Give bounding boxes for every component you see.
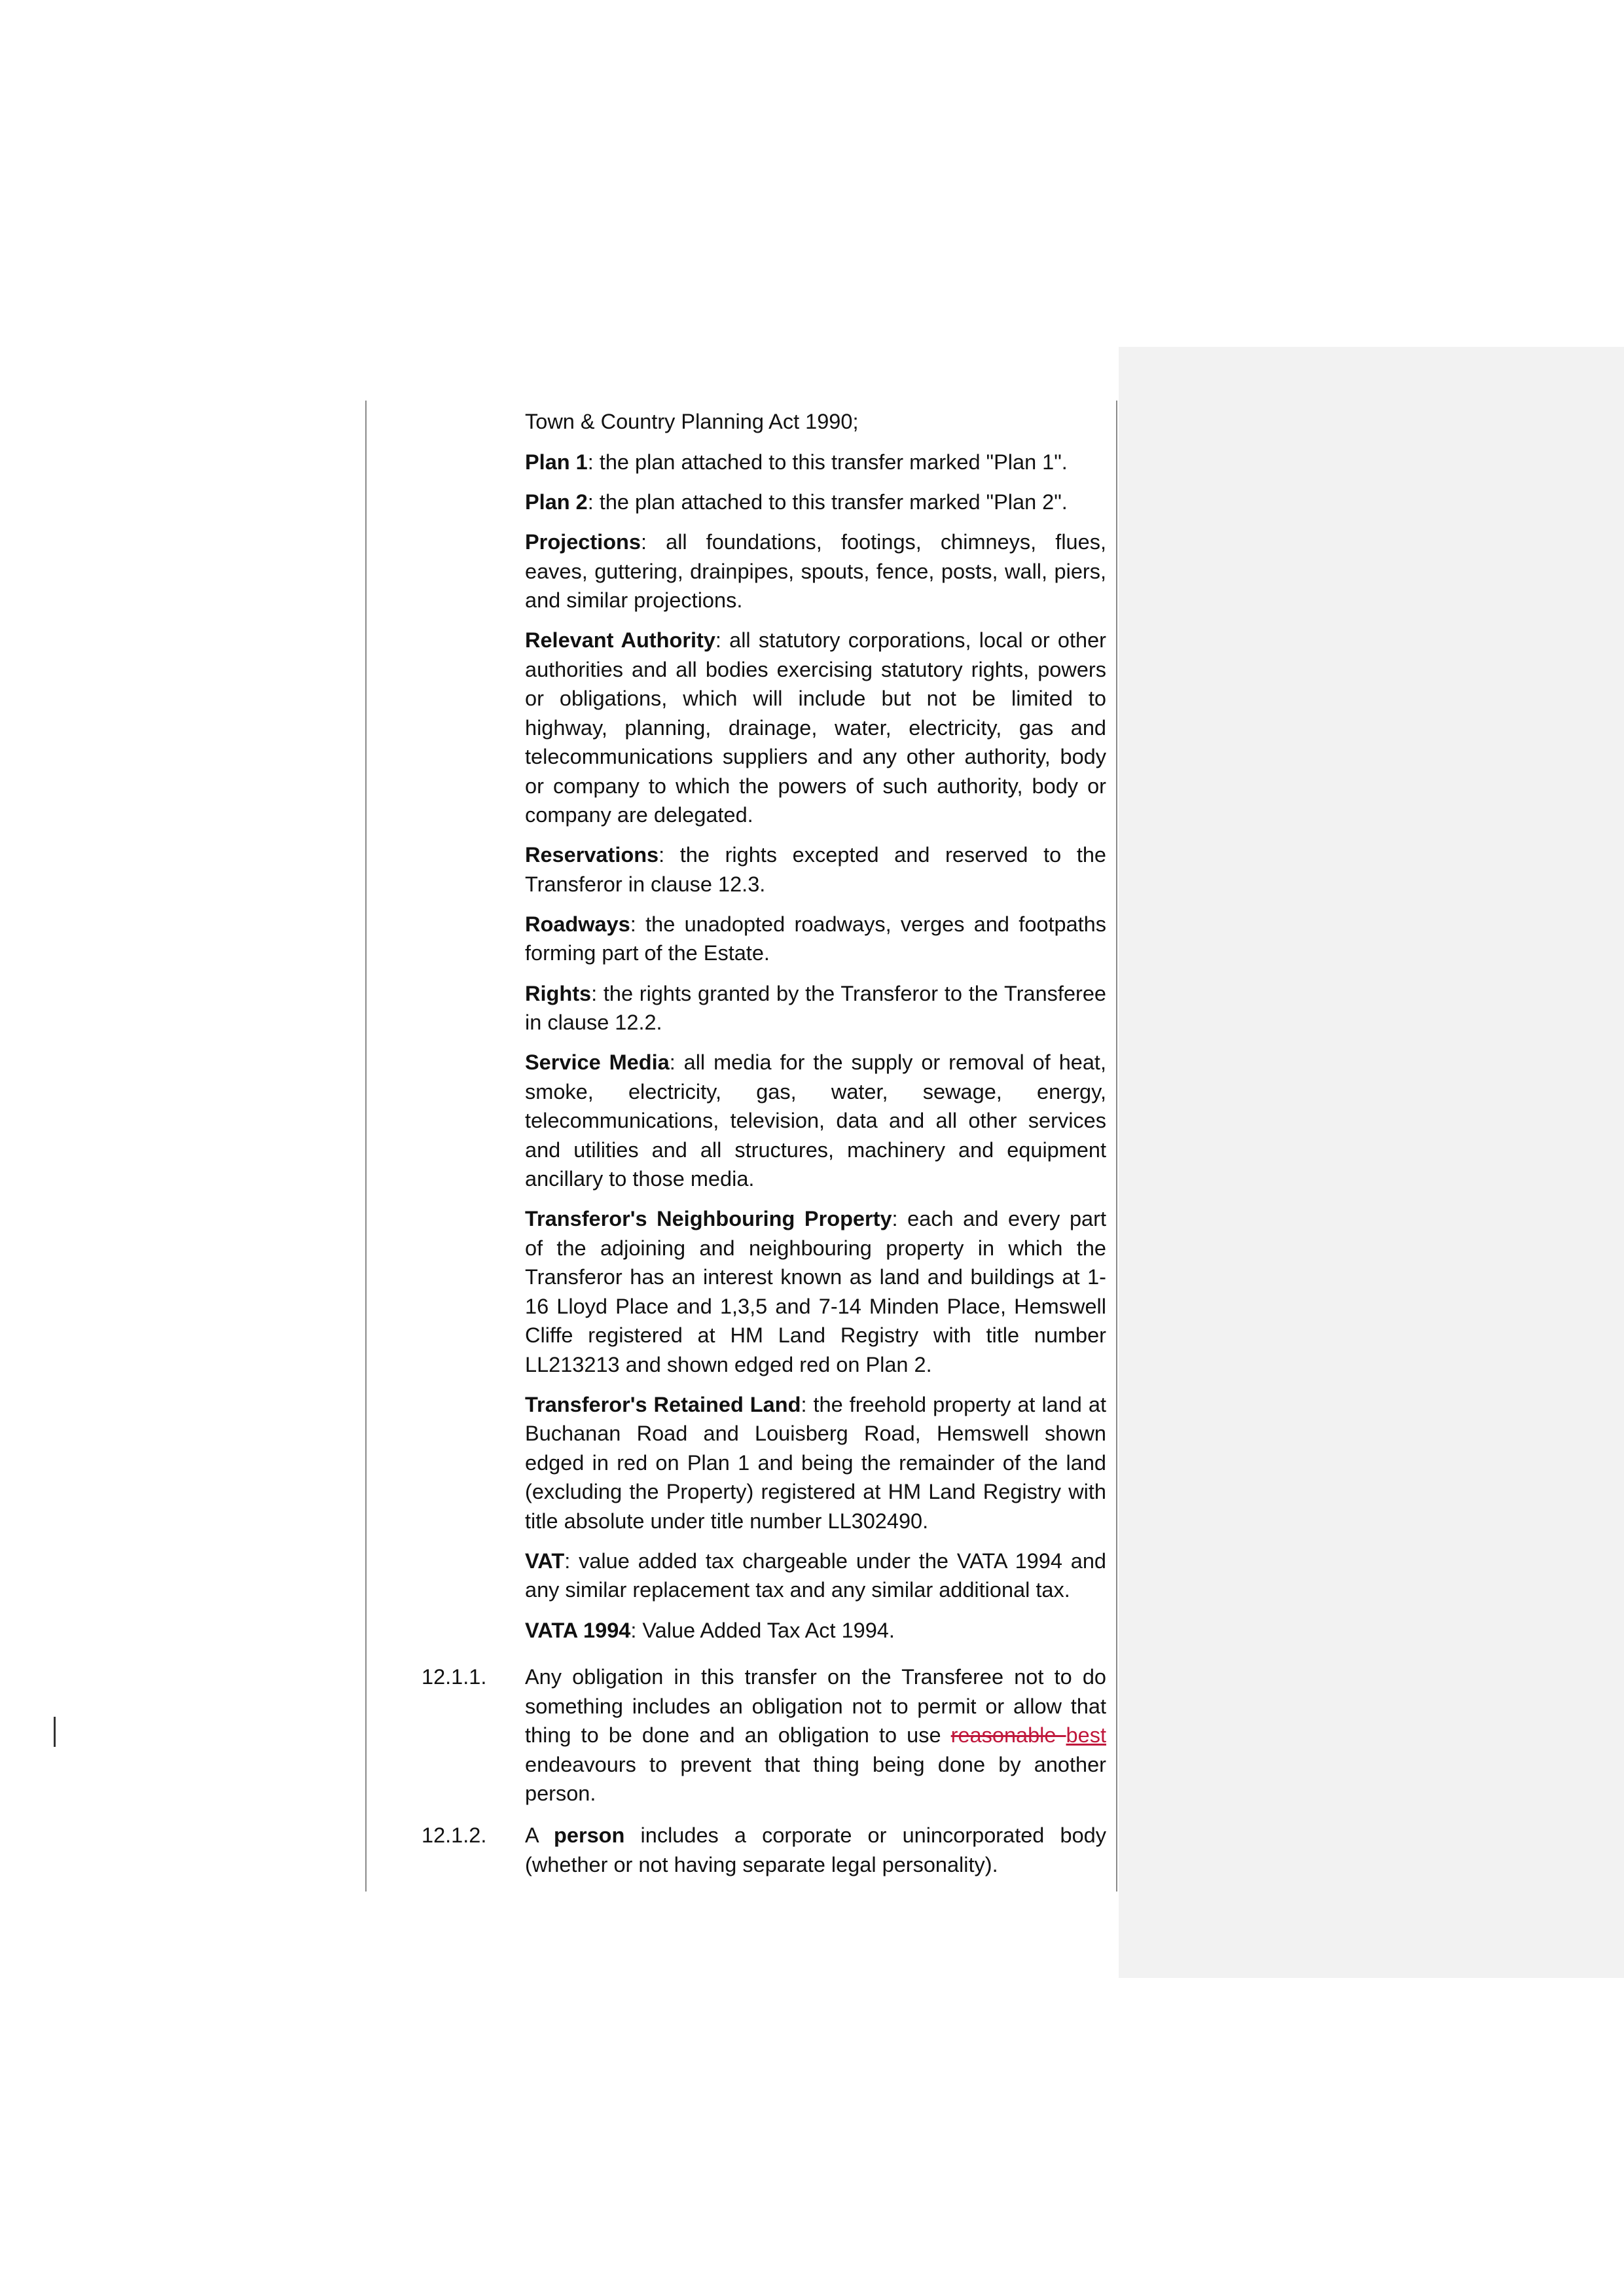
clause-text: A person includes a corporate or unincorporated body (whether or not having separate legal personality).	[525, 1823, 1106, 1876]
definition-term: Plan 2	[525, 490, 588, 514]
revision-change-bar	[54, 1717, 56, 1747]
definition-term: VAT	[525, 1549, 565, 1573]
clause-text: Any obligation in this transfer on the Transferee not to do something includes an obligation not to permit or allow that thing to be done and an obligation to use reasonable best endeavours to prevent that thing being done by another person.	[525, 1665, 1106, 1805]
definition-term: Transferor's Retained Land	[525, 1392, 801, 1416]
definition-item: Reservations: the rights excepted and reserved to the Transferor in clause 12.3.	[525, 843, 1106, 896]
clause-12-1-1	[422, 1662, 1106, 1808]
left-margin-line	[365, 401, 367, 1892]
definition-item: VATA 1994: Value Added Tax Act 1994.	[525, 1618, 895, 1642]
definition-term: Transferor's Neighbouring Property	[525, 1207, 892, 1231]
definition-item: Service Media: all media for the supply or removal of heat, smoke, electricity, gas, water, sewage, energy, telecommunications, television, data and all other services and utilities and all structures, machinery and equipment ancillary to those media.	[525, 1050, 1106, 1191]
definition-term: Relevant Authority	[525, 628, 715, 653]
definition-item: Rights: the rights granted by the Transferor to the Transferee in clause 12.2.	[525, 981, 1106, 1035]
tracked-deletion: reasonable	[950, 1723, 1066, 1747]
definition-item: VAT: value added tax chargeable under the VATA 1994 and any similar replacement tax and any similar additional tax.	[525, 1549, 1106, 1602]
definition-term: Roadways	[525, 912, 630, 936]
definition-item: Transferor's Retained Land: the freehold property at land at Buchanan Road and Louisberg Road, Hemswell shown edged in red on Plan 1 and being the remainder of the land (excluding the Property) registered at HM Land Registry with title absolute under title number LL302490.	[525, 1392, 1106, 1533]
definition-item: Town & Country Planning Act 1990;	[525, 410, 859, 433]
definition-term: VATA 1994	[525, 1618, 631, 1642]
definition-term: Rights	[525, 981, 592, 1005]
clause-number: 12.1.1.	[422, 1665, 487, 1689]
definition-item: Projections: all foundations, footings, chimneys, flues, eaves, guttering, drainpipes, spouts, fence, posts, wall, piers, and similar projections.	[525, 530, 1106, 613]
definition-term: person	[554, 1823, 625, 1847]
definition-term: Projections	[525, 530, 641, 554]
definition-term: Plan 1	[525, 450, 588, 474]
definitions-list	[525, 407, 1106, 1656]
comment-pane	[1119, 347, 1624, 1978]
definition-item: Roadways: the unadopted roadways, verges and footpaths forming part of the Estate.	[525, 912, 1106, 965]
definition-term: Service Media	[525, 1050, 670, 1075]
definition-term: Reservations	[525, 843, 659, 867]
definition-item: Transferor's Neighbouring Property: each and every part of the adjoining and neighbouring property in which the Transferor has an interest known as land and buildings at 1-16 Lloyd Place and 1,3,5 and 7-14 Minden Place, Hemswell Cliffe registered at HM Land Registry with title number LL213213 and shown edged red on Plan 2.	[525, 1207, 1106, 1376]
clause-number: 12.1.2.	[422, 1823, 487, 1847]
definition-item: Plan 1: the plan attached to this transfer marked "Plan 1".	[525, 450, 1068, 474]
clause-12-1-2	[422, 1821, 1106, 1879]
tracked-insertion: best	[1066, 1723, 1106, 1747]
definition-item: Plan 2: the plan attached to this transfer marked "Plan 2".	[525, 490, 1068, 514]
definition-item: Relevant Authority: all statutory corporations, local or other authorities and all bodies exercising statutory rights, powers or obligations, which will include but not be limited to highway, planning, drainage, water, electricity, gas and telecommunications suppliers and any other authority, body or company to which the powers of such authority, body or company are delegated.	[525, 628, 1106, 827]
right-margin-line	[1116, 401, 1117, 1892]
